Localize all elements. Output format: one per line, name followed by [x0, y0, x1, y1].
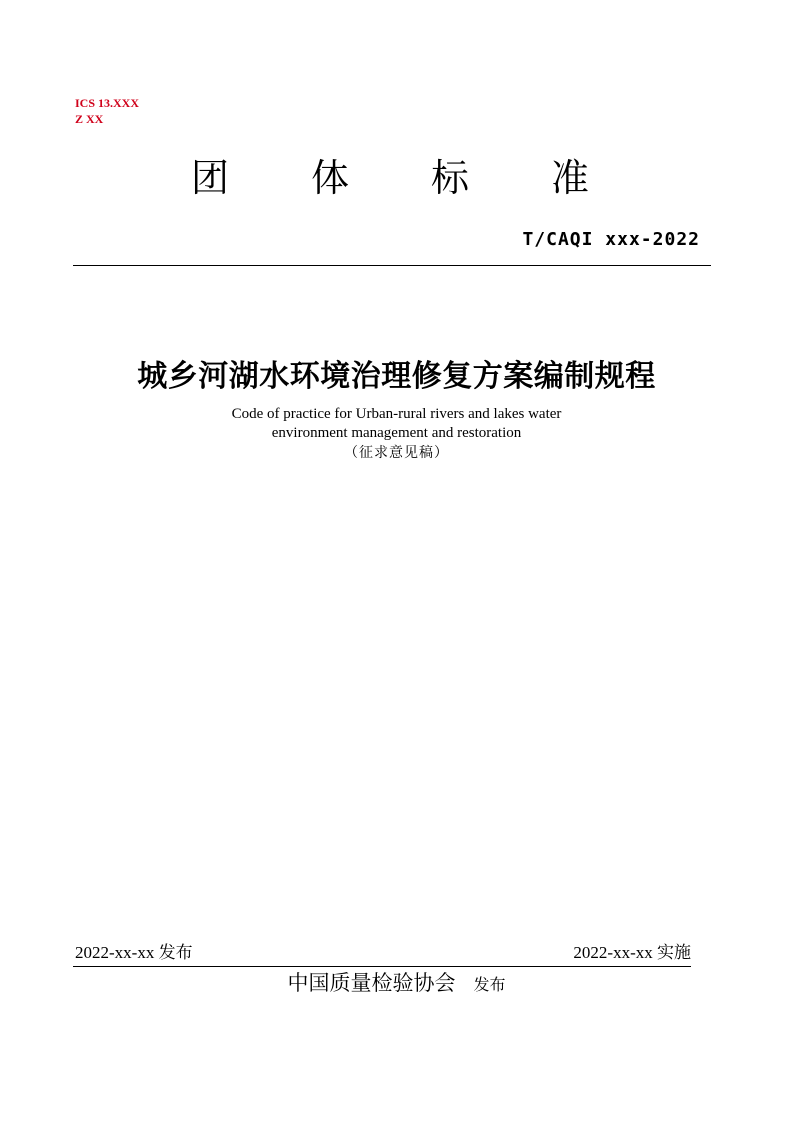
publish-date: 2022-xx-xx 发布 [75, 943, 193, 962]
standard-code: T/CAQI xxx-2022 [522, 229, 700, 250]
publish-label: 发布 [473, 975, 506, 994]
document-title-en [0, 405, 793, 443]
heading-char-4: 准 [550, 156, 589, 200]
ics-code: ICS 13.XXX [75, 96, 140, 110]
standard-type-heading [190, 152, 590, 204]
title-en-line-1: Code of practice for Urban-rural rivers and lakes water [231, 406, 562, 422]
publisher-line [0, 967, 793, 999]
classification-codes [75, 95, 139, 127]
implement-date: 2022-xx-xx 实施 [573, 943, 691, 962]
draft-status-note: （征求意见稿） [344, 445, 449, 461]
document-title-zh: 城乡河湖水环境治理修复方案编制规程 [137, 359, 656, 394]
ccs-code: Z XX [75, 112, 104, 126]
heading-char-2: 体 [310, 156, 349, 200]
publisher-organization: 中国质量检验协会 [287, 971, 456, 995]
heading-char-1: 团 [190, 156, 229, 200]
heading-char-3: 标 [430, 156, 469, 200]
date-row [75, 941, 691, 965]
title-en-line-2: environment management and restoration [271, 425, 522, 441]
header-divider [73, 265, 711, 266]
